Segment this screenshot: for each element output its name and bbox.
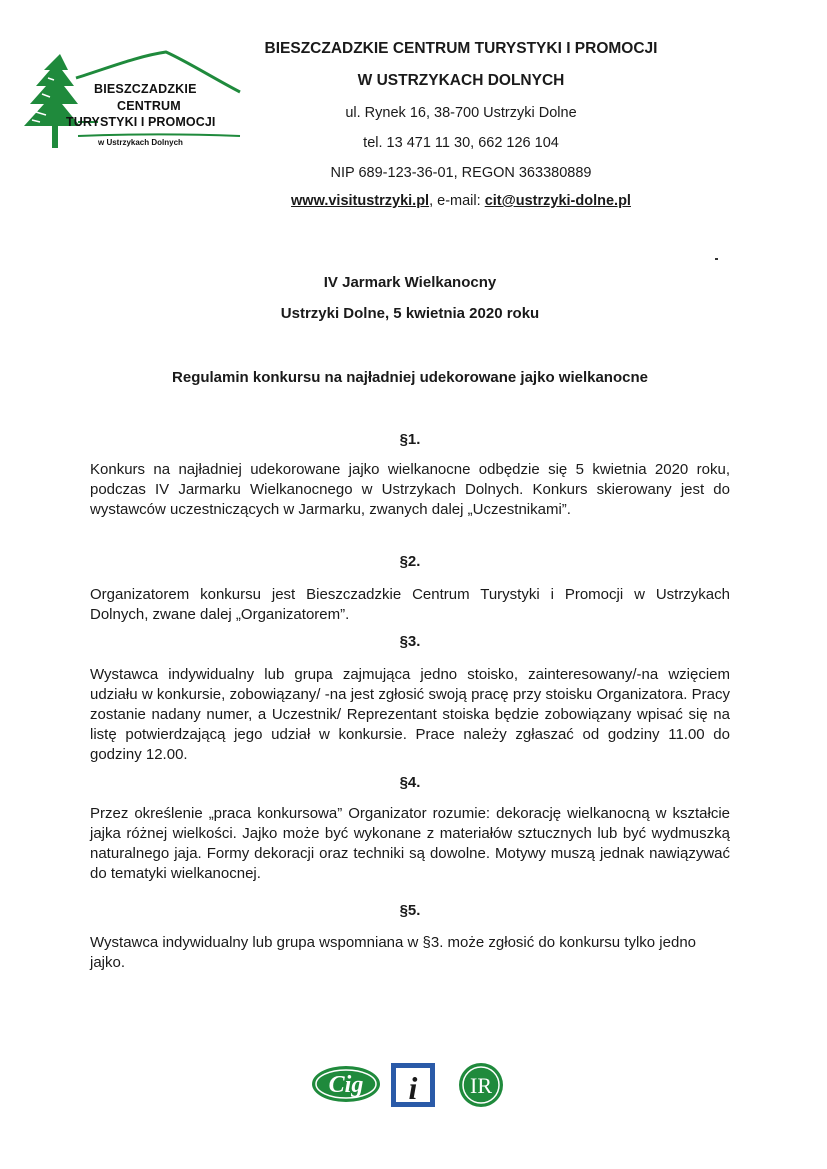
ir-logo-icon: [458, 1062, 504, 1108]
section-text: Przez określenie „praca konkursowa” Organizator rozumie: dekorację wielkanocną w kształcie jajka różnej wielkości. Jajko może być wykonane z materiałów sztucznych lub być wydmuszką naturalnego jaja. Formy dekoracji oraz techniki są dowolne. Motywy muszą jednak nawiązywać do tematyki wielkanocnej.: [90, 805, 730, 882]
email-link[interactable]: cit@ustrzyki-dolne.pl: [484, 193, 631, 209]
org-ids: NIP 689-123-36-01, REGON 363380889: [330, 165, 592, 181]
org-location: W USTRZYKACH DOLNYCH: [357, 72, 565, 89]
logo-line-4: w Ustrzykach Dolnych: [98, 138, 183, 147]
section-heading: §5.: [399, 902, 421, 919]
ir-logo: [458, 1062, 504, 1113]
cig-logo-text: Cig: [328, 1072, 364, 1098]
section-heading: §1.: [399, 431, 421, 448]
section-heading: §3.: [399, 633, 421, 650]
section-heading: §4.: [399, 774, 421, 791]
section-heading: §2.: [399, 553, 421, 570]
organization-logo: [18, 48, 248, 158]
org-address: ul. Rynek 16, 38-700 Ustrzyki Dolne: [345, 105, 577, 121]
contact-line: [236, 193, 686, 209]
logo-line-1: BIESZCZADZKIE: [94, 82, 197, 96]
cig-logo-icon: [310, 1062, 382, 1106]
org-name: BIESZCZADZKIE CENTRUM TURYSTYKI I PROMOCJI: [264, 40, 658, 57]
section-text: Wystawca indywidualny lub grupa wspomniana w §3. może zgłosić do konkursu tylko jedno jajko.: [90, 934, 697, 971]
logo-line-3: TURYSTYKI I PROMOCJI: [66, 115, 216, 129]
section-text: Konkurs na najładniej udekorowane jajko wielkanocne odbędzie się 5 kwietnia 2020 roku, podczas IV Jarmarku Wielkanocnego w Ustrzykach Dolnych. Konkurs skierowany jest do wystawców uczestniczących w Jarmarku, zwanych dalej „Uczestnikami”.: [90, 461, 730, 518]
org-phone: tel. 13 471 11 30, 662 126 104: [363, 135, 559, 151]
info-icon: [390, 1062, 436, 1108]
event-place-date: Ustrzyki Dolne, 5 kwietnia 2020 roku: [280, 305, 540, 322]
cig-logo: [310, 1062, 382, 1111]
website-link[interactable]: www.visitustrzyki.pl: [291, 193, 430, 209]
scan-speck: [715, 258, 718, 260]
event-name: IV Jarmark Wielkanocny: [323, 274, 497, 291]
rules-title: Regulamin konkursu na najładniej udekorowane jajko wielkanocne: [172, 369, 648, 386]
section-text: Organizatorem konkursu jest Bieszczadzkie Centrum Turystyki i Promocji w Ustrzykach Dolnych, zwane dalej „Organizatorem”.: [90, 586, 730, 623]
email-separator: , e-mail:: [429, 193, 485, 209]
info-logo-text: i: [408, 1070, 418, 1106]
ir-logo-text: IR: [470, 1073, 492, 1098]
info-logo: [390, 1062, 436, 1113]
section-text: Wystawca indywidualny lub grupa zajmująca jedno stoisko, zainteresowany/-na wzięciem udziału w konkursie, zobowiązany/ -na jest zgłosić swoją pracę przy stoisku Organizatora. Pracy zostanie nadany numer, a Uczestnik/ Reprezentant stoiska będzie zobowiązany wpisać się na listę potwierdzającą jego udział w konkursie. Prace należy zgłaszać od godziny 11.00 do godziny 12.00.: [90, 666, 730, 763]
logo-line-2: CENTRUM: [117, 99, 181, 113]
